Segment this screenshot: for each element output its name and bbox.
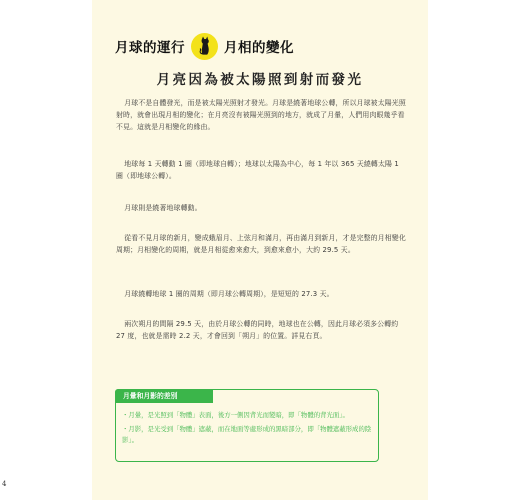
moon-cat-icon [191, 33, 218, 60]
info-box-item: ・月影，是光受到「物體」遮蔽，而在地面等處形成的黑暗部分，即「物體遮蔽形成的陰影」。 [122, 424, 372, 444]
book-page [92, 0, 428, 500]
header-left-label: 月球的運行 [115, 40, 185, 56]
paragraph-3: 月球則是繞著地球轉動。 [124, 204, 202, 212]
info-box-list [122, 410, 372, 449]
info-box-title: 月暈和月影的差別 [115, 389, 213, 403]
paragraph-2: 地球每 1 天轉動 1 圈（即地球自轉）；地球以太陽為中心，每 1 年以 365 天繞轉太陽 1 圈（即地球公轉）。 [116, 160, 399, 180]
page-title: 月亮因為被太陽照到射而發光 [156, 72, 364, 88]
page-number: 4 [2, 480, 7, 488]
paragraph-1: 月球不是自體發光，而是被太陽光照射才發光。月球是繞著地球公轉，所以月球被太陽光照射時，就會出現月相的變化；在月亮沒有被陽光照到的地方，就成了月暈，人們用肉眼幾乎看不見。這就是月相變化的緣由。 [116, 99, 406, 131]
paragraph-4: 從看不見月球的新月，變成蛾眉月、上弦月和滿月，再由滿月到新月，才是完整的月相變化周期；月相變化的周期，就是月相從愈來愈大，到愈來愈小，大約 29.5 天。 [116, 234, 406, 254]
paragraph-5: 月球繞轉地球 1 圈的周期（即月球公轉周期），是短短的 27.3 天。 [124, 290, 334, 298]
info-box [115, 389, 379, 462]
paragraph-6: 兩次朔月的間隔 29.5 天，由於月球公轉的同時，地球也在公轉，因此月球必須多公轉約 27 度，也就是需時 2.2 天，才會回到「朔月」的位置。詳見右頁。 [116, 320, 399, 340]
info-box-item: ・月暈，是光照到「物體」表面，後方一側因背光而變暗，即「物體的背光面」。 [122, 411, 349, 419]
header-right-label: 月相的變化 [224, 40, 294, 56]
section-header [115, 32, 415, 60]
